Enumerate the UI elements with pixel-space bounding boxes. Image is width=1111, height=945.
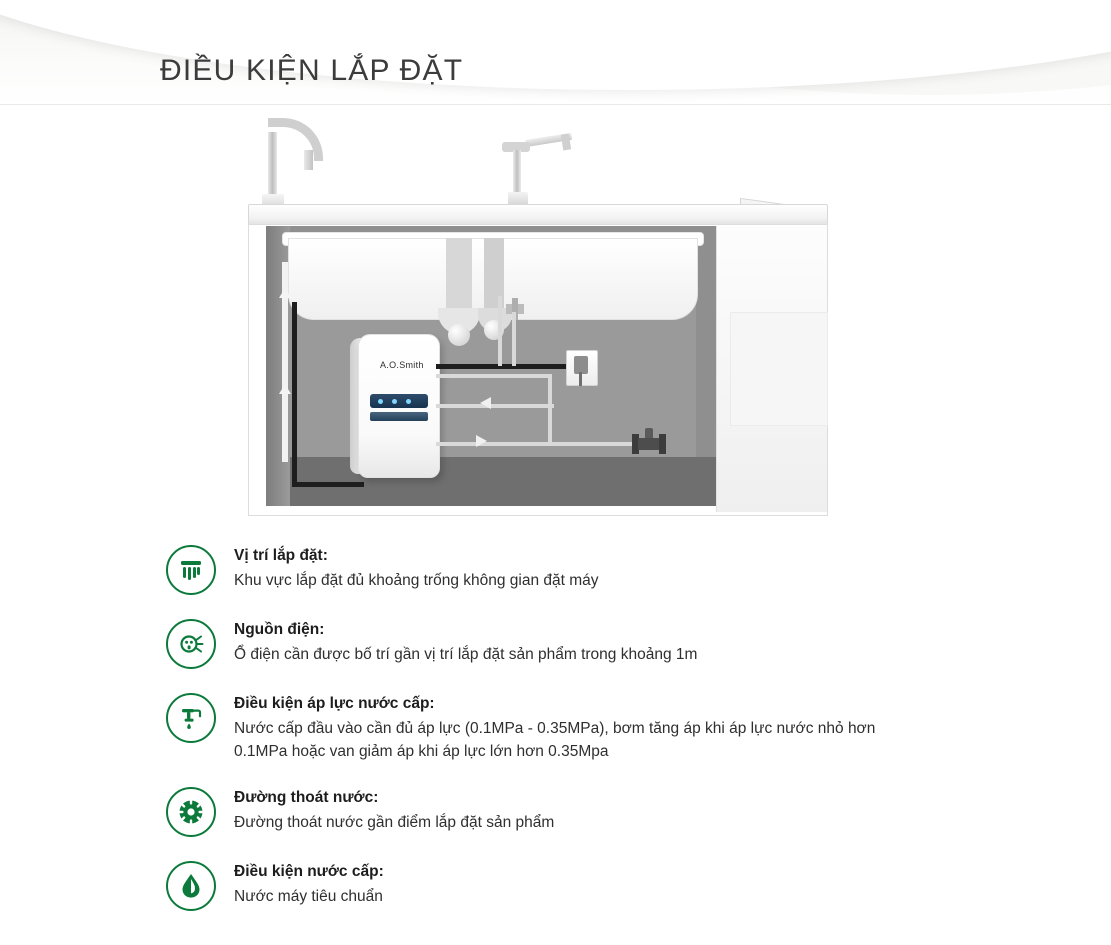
list-item xyxy=(166,861,1066,911)
faucet-kitchen-stem xyxy=(513,150,521,196)
requirements-list xyxy=(166,545,1066,935)
flow-arrow-up-1 xyxy=(279,288,291,298)
drain-pipe-left xyxy=(446,238,472,316)
list-item-desc-line1: Nước máy tiêu chuẩn xyxy=(234,888,383,906)
list-item-title: Đường thoát nước: xyxy=(234,789,379,807)
list-item-title: Điều kiện nước cấp: xyxy=(234,863,384,881)
tube-gray-bottom xyxy=(436,442,636,446)
list-item-title: Nguồn điện: xyxy=(234,621,325,638)
purifier-indicator-2 xyxy=(392,399,397,404)
list-item-desc-line1: Khu vực lắp đặt đủ khoảng trống không gian đặt máy xyxy=(234,572,599,590)
faucet-gooseneck-stem xyxy=(268,132,277,198)
page-banner xyxy=(0,0,1111,105)
list-item xyxy=(166,545,1066,595)
list-item-desc xyxy=(234,644,697,666)
filter-icon xyxy=(166,545,216,595)
list-item-desc xyxy=(234,570,599,592)
list-item xyxy=(166,693,1066,763)
tube-gray-down-right xyxy=(548,374,552,442)
list-item-text xyxy=(234,693,875,763)
tube-gray-riser xyxy=(498,296,502,366)
power-cord xyxy=(579,372,582,386)
flow-arrow-left xyxy=(480,397,491,409)
installation-illustration xyxy=(240,112,840,524)
list-item xyxy=(166,619,1066,669)
list-item-desc xyxy=(234,812,554,834)
banner-divider xyxy=(0,104,1111,105)
faucet-gooseneck-spout xyxy=(304,150,313,170)
purifier-display-panel xyxy=(370,394,428,408)
purifier-brand-label: A.O.Smith xyxy=(380,360,424,370)
list-item-desc xyxy=(234,886,384,908)
drain-fitting-knob xyxy=(645,428,653,438)
purifier-indicator-1 xyxy=(378,399,383,404)
page-title: ĐIỀU KIỆN LẮP ĐẶT xyxy=(160,54,464,88)
tube-gray-top xyxy=(436,374,552,378)
list-item-title: Điều kiện áp lực nước cấp: xyxy=(234,695,435,712)
list-item-text xyxy=(234,787,554,835)
list-item-text xyxy=(234,545,599,593)
list-item-text xyxy=(234,619,697,667)
list-item-desc-line1: Nước cấp đầu vào cần đủ áp lực (0.1MPa - 0.35MPa), bơm tăng áp khi áp lực nước nhỏ hơn xyxy=(234,720,876,738)
list-item-text xyxy=(234,861,384,909)
drain-wheel-icon xyxy=(166,787,216,837)
list-item xyxy=(166,787,1066,837)
list-item-desc-line1: Ổ điện cần được bố trí gần vị trí lắp đặt sản phẩm trong khoảng 1m xyxy=(234,646,698,664)
drain-fitting-body xyxy=(638,438,660,450)
power-plug-icon xyxy=(166,619,216,669)
list-item-desc xyxy=(234,718,875,763)
tube-gray-riser-2 xyxy=(512,312,516,366)
tube-drain-horizontal xyxy=(292,482,364,487)
list-item-title: Vị trí lắp đặt: xyxy=(234,547,328,564)
tube-drain-vertical xyxy=(292,302,297,486)
purifier-indicator-3 xyxy=(406,399,411,404)
flow-arrow-right xyxy=(476,435,487,447)
purifier-lower-strip xyxy=(370,412,428,421)
list-item-desc-line1: Đường thoát nước gần điểm lắp đặt sản phẩm xyxy=(234,814,555,832)
cabinet-right-door-panel xyxy=(730,312,828,426)
faucet-drip-icon xyxy=(166,693,216,743)
drain-fitting-nut-right xyxy=(659,434,666,454)
flow-arrow-up-2 xyxy=(279,384,291,394)
tube-black-top xyxy=(436,364,576,369)
list-item-desc-line2: 0.1MPa hoặc van giảm áp khi áp lực lớn hơn 0.35Mpa xyxy=(234,742,609,760)
drain-strainer-left xyxy=(448,324,470,346)
tube-gray-mid xyxy=(436,404,554,408)
water-drop-icon xyxy=(166,861,216,911)
